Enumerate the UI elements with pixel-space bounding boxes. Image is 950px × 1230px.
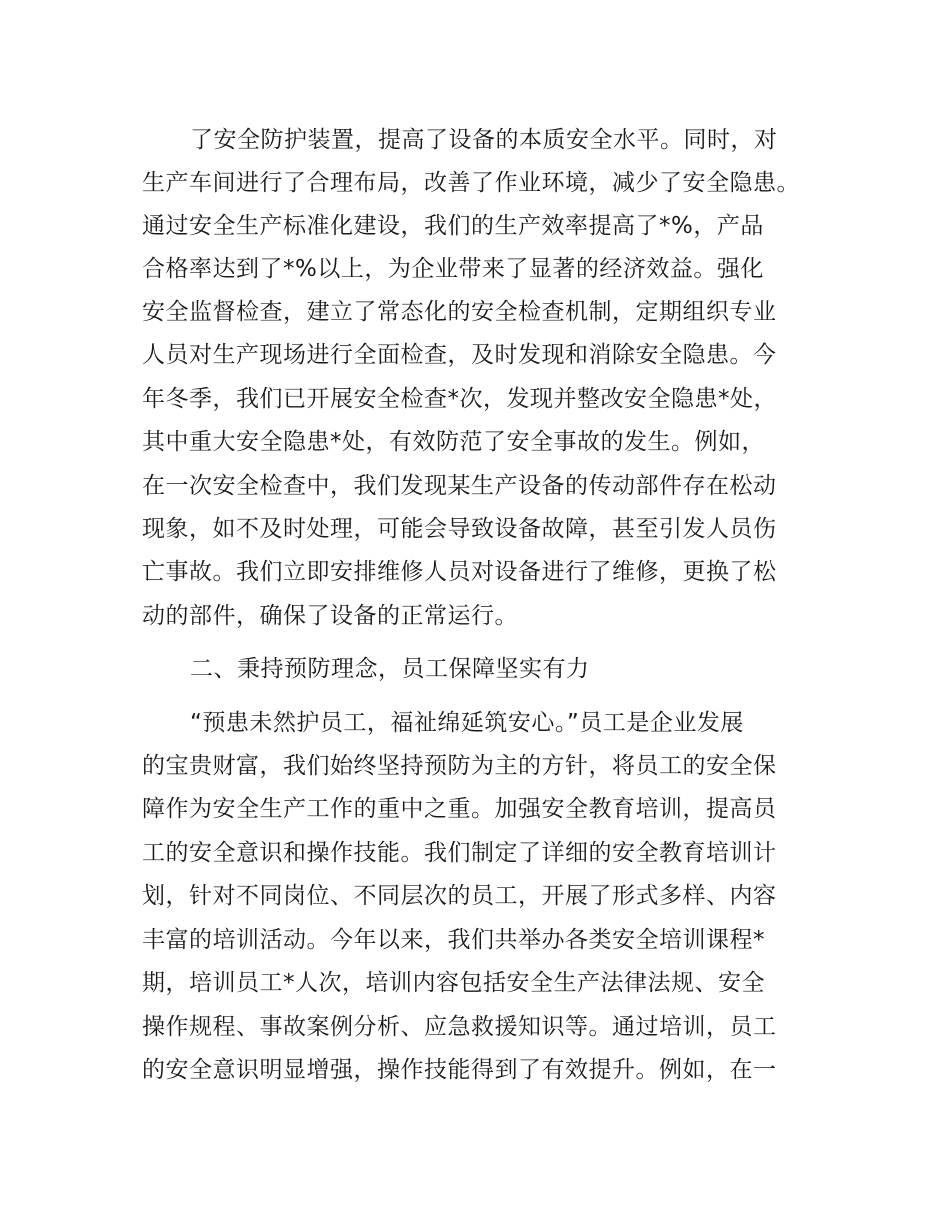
- paragraph-line: 划，针对不同岗位、不同层次的员工，开展了形式多样、内容: [142, 883, 777, 909]
- paragraph-line: 障作为安全生产工作的重中之重。加强安全教育培训，提高员: [142, 796, 777, 822]
- paragraph-line: “预患未然护员工，福祉绵延筑安心。”员工是企业发展: [190, 710, 744, 736]
- paragraph-line: 在一次安全检查中，我们发现某生产设备的传动部件存在松动: [142, 473, 777, 499]
- paragraph-line: 安全监督检查，建立了常态化的安全检查机制，定期组织专业: [142, 299, 777, 325]
- section-heading: 二、秉持预防理念，员工保障坚实有力: [190, 656, 590, 682]
- paragraph-line: 现象，如不及时处理，可能会导致设备故障，甚至引发人员伤: [142, 516, 777, 542]
- paragraph-line: 期，培训员工*人次，培训内容包括安全生产法律法规、安全: [142, 970, 765, 996]
- paragraph-line: 年冬季，我们已开展安全检查*次，发现并整改安全隐患*处，: [142, 386, 777, 412]
- paragraph-line: 生产车间进行了合理布局，改善了作业环境，减少了安全隐患。: [142, 170, 800, 196]
- paragraph-line: 亡事故。我们立即安排维修人员对设备进行了维修，更换了松: [142, 559, 777, 585]
- paragraph-line: 丰富的培训活动。今年以来，我们共举办各类安全培训课程*: [142, 927, 765, 953]
- paragraph-line: 的安全意识明显增强，操作技能得到了有效提升。例如，在一: [142, 1057, 777, 1083]
- paragraph-line: 动的部件，确保了设备的正常运行。: [142, 603, 518, 629]
- paragraph-line: 工的安全意识和操作技能。我们制定了详细的安全教育培训计: [142, 840, 777, 866]
- paragraph-line: 通过安全生产标准化建设，我们的生产效率提高了*%，产品: [142, 213, 764, 239]
- paragraph-line: 了安全防护装置，提高了设备的本质安全水平。同时，对: [190, 127, 778, 153]
- paragraph-line: 人员对生产现场进行全面检查，及时发现和消除安全隐患。今: [142, 342, 777, 368]
- paragraph-line: 合格率达到了*%以上，为企业带来了显著的经济效益。强化: [142, 256, 764, 282]
- paragraph-line: 其中重大安全隐患*处，有效防范了安全事故的发生。例如，: [142, 429, 765, 455]
- paragraph-line: 操作规程、事故案例分析、应急救援知识等。通过培训，员工: [142, 1014, 777, 1040]
- paragraph-line: 的宝贵财富，我们始终坚持预防为主的方针，将员工的安全保: [142, 753, 777, 779]
